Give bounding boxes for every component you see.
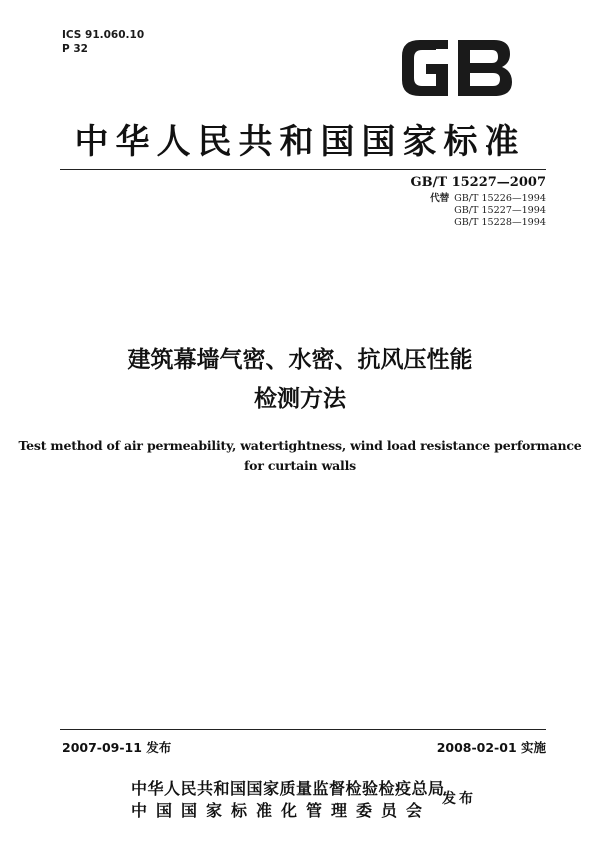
bottom-divider bbox=[60, 729, 546, 730]
implementation-date: 2008-02-01 实施 bbox=[436, 740, 546, 755]
supersedes-item bbox=[430, 217, 546, 229]
title-english-line1: Test method of air permeability, watertightness, wind load resistance performance bbox=[18, 438, 582, 453]
supersedes-label: 代替 bbox=[430, 193, 450, 204]
top-divider bbox=[60, 169, 546, 170]
supersedes-item bbox=[430, 193, 546, 205]
standard-type-banner: 中华人民共和国国家标准 bbox=[74, 122, 526, 162]
classification-codes bbox=[62, 28, 144, 56]
supersedes-value: GB/T 15228—1994 bbox=[454, 217, 546, 228]
supersedes-list bbox=[430, 193, 546, 229]
supersedes-value: GB/T 15227—1994 bbox=[454, 205, 546, 216]
supersedes-item bbox=[430, 205, 546, 217]
supersedes-value: GB/T 15226—1994 bbox=[454, 193, 546, 204]
ccs-code: P 32 bbox=[62, 43, 88, 55]
gb-logo-icon bbox=[398, 36, 516, 100]
publish-label: 发布 bbox=[442, 791, 476, 807]
issue-date: 2007-09-11 发布 bbox=[62, 740, 172, 755]
title-chinese-line1: 建筑幕墙气密、水密、抗风压性能 bbox=[127, 347, 473, 373]
title-chinese-line2: 检测方法 bbox=[254, 386, 346, 412]
title-english-line2: for curtain walls bbox=[244, 458, 356, 473]
ics-code: ICS 91.060.10 bbox=[62, 29, 145, 41]
issuing-authority-1: 中华人民共和国国家质量监督检验检疫总局 bbox=[131, 779, 445, 798]
issuing-authority-2: 中国国家标准化管理委员会 bbox=[131, 801, 432, 820]
standard-number: GB/T 15227—2007 bbox=[410, 175, 546, 190]
